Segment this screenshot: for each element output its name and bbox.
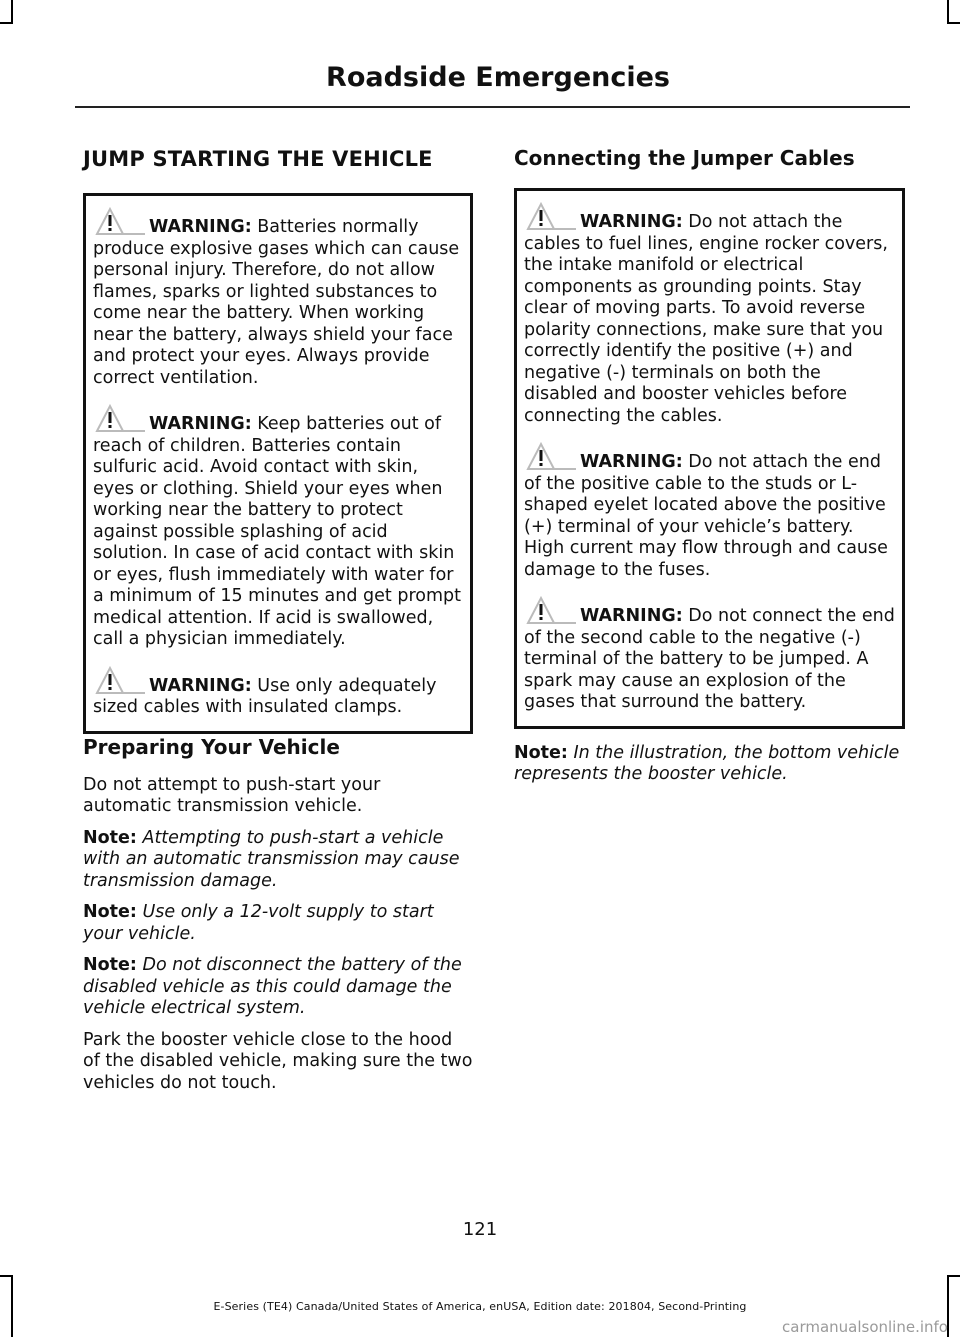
warning-text: Keep batteries out of reach of children. Batteries contain sulfuric acid. Avoid contact with skin, eyes or clothing. Shield your eyes when working near the battery to protect against possible splashing of acid solution. In case of acid contact with skin or eyes, flush immediately with water for a minimum of 15 minutes and get prompt medical attention. If acid is swallowed, call a physician immediately. [93,414,461,649]
page-header-title: Roadside Emergencies [326,62,670,93]
note-text: Attempting to push-start a vehicle with an automatic transmission may cause transmission damage. [83,827,460,891]
note-paragraph [83,902,473,945]
warning-triangle-icon [93,665,147,695]
section-title: JUMP STARTING THE VEHICLE [83,147,433,171]
warning-text: Use only adequately sized cables with insulated clamps. [93,675,437,717]
warning-item [524,441,895,581]
subheading-preparing: Preparing Your Vehicle [83,734,340,759]
watermark: carmanualsonline.info [782,1318,948,1336]
subheading-connecting: Connecting the Jumper Cables [514,146,855,170]
warning-item [93,665,463,719]
note-label: Note: [83,827,137,848]
crop-mark [11,0,13,22]
warning-item [524,201,895,427]
body-paragraph: Park the booster vehicle close to the hood of the disabled vehicle, making sure the two vehicles do not touch. [83,1029,473,1093]
warning-triangle-icon [524,201,578,231]
warning-triangle-icon [93,206,147,236]
crop-mark [0,1275,13,1277]
footer-edition-text: E-Series (TE4) Canada/United States of America, enUSA, Edition date: 201804, Second-Printing [213,1300,747,1313]
note-text: Use only a 12-volt supply to start your vehicle. [83,902,434,944]
note-text: Do not disconnect the battery of the disabled vehicle as this could damage the vehicle electrical system. [83,955,462,1018]
page-number: 121 [462,1219,498,1240]
warning-label: WARNING: [149,414,252,434]
warning-item [524,595,895,714]
warning-triangle-icon [93,403,147,433]
note-label: Note: [514,742,568,763]
warning-label: WARNING: [580,452,683,472]
warning-text: Do not attach the cables to fuel lines, engine rocker covers, the intake manifold or electrical components as grounding points. Stay clear of moving parts. To avoid reverse polarity connections, make sure that you correctly identify the positive (+) and negative (-) terminals on both the disabled and booster vehicles before connecting the cables. [524,212,888,426]
crop-mark [947,1275,960,1277]
warning-item [93,206,463,389]
warning-triangle-icon [524,595,578,625]
crop-mark [947,22,960,24]
crop-mark [0,22,13,24]
note-paragraph [514,743,905,786]
left-column [83,145,473,1104]
warning-text: Do not attach the end of the positive cable to the studs or L-shaped eyelet located above the positive (+) terminal of your vehicle’s battery. High current may flow through and cause damage to the fuses. [524,452,888,580]
warning-text: Do not connect the end of the second cable to the negative (-) terminal of the battery to be jumped. A spark may cause an explosion of the gases that surround the battery. [524,606,895,712]
warning-triangle-icon [524,441,578,471]
note-label: Note: [83,902,137,922]
warning-label: WARNING: [149,217,252,237]
warning-item [93,403,463,651]
warning-box [83,193,473,734]
header-divider [75,106,910,108]
right-column [514,145,905,796]
warning-label: WARNING: [149,675,252,696]
note-label: Note: [83,955,137,975]
warning-label: WARNING: [580,212,683,232]
warning-text: Batteries normally produce explosive gases which can cause personal injury. Therefore, do not allow flames, sparks or lighted substances to come near the battery. When working near the battery, always shield your face and protect your eyes. Always provide correct ventilation. [93,217,460,388]
note-paragraph [83,955,473,1020]
note-paragraph [83,828,473,893]
warning-label: WARNING: [580,606,683,626]
warning-box [514,188,905,729]
note-text: In the illustration, the bottom vehicle represents the booster vehicle. [514,742,900,784]
body-paragraph: Do not attempt to push-start your automatic transmission vehicle. [83,774,381,816]
crop-mark [947,0,949,22]
